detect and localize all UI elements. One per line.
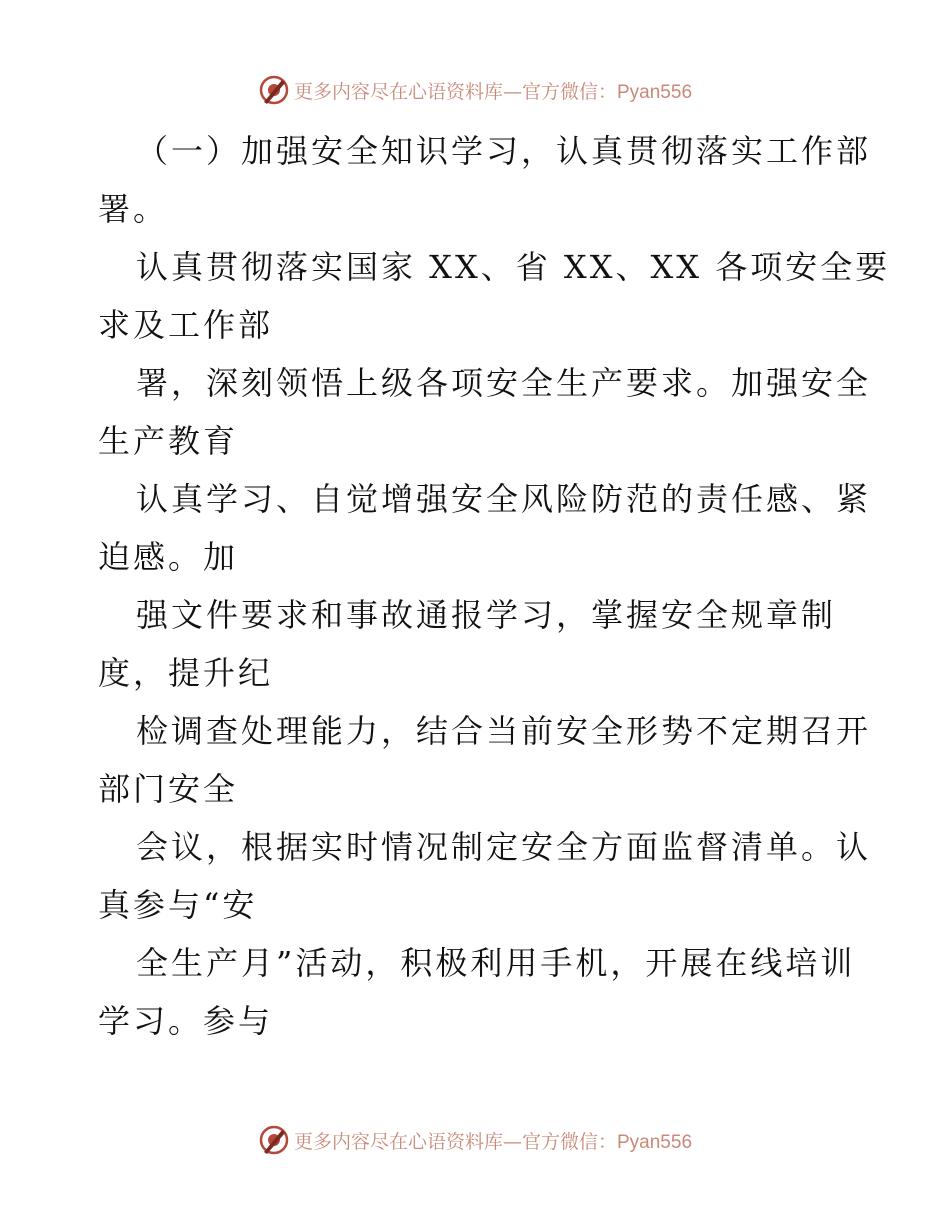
wechat-id: Pyan556 xyxy=(617,1131,693,1153)
body-line: 强文件要求和事故通报学习，掌握安全规章制 xyxy=(136,596,837,634)
body-line: 部门安全 xyxy=(98,770,239,808)
body-line: 署，深刻领悟上级各项安全生产要求。加强安全 xyxy=(136,364,872,402)
body-line: 会议，根据实时情况制定安全方面监督清单。认 xyxy=(136,828,872,866)
watermark-text: 更多内容尽在心语资料库—官方微信：Pyan556 xyxy=(293,1130,693,1153)
header-watermark xyxy=(0,70,950,110)
body-line: 认真学习、自觉增强安全风险防范的责任感、紧 xyxy=(136,480,872,518)
body-line: 检调查处理能力，结合当前安全形势不定期召开 xyxy=(136,712,872,750)
body-line: （一）加强安全知识学习，认真贯彻落实工作部 xyxy=(136,132,872,170)
body-line: 求及工作部 xyxy=(98,306,274,344)
document-body xyxy=(98,122,891,1050)
body-line: 署。 xyxy=(98,190,169,228)
body-line: 生产教育 xyxy=(98,422,239,460)
body-line: 全生产月”活动，积极利用手机，开展在线培训 xyxy=(136,944,856,982)
watermark-text: 更多内容尽在心语资料库—官方微信：Pyan556 xyxy=(293,80,693,103)
body-line: 认真贯彻落实国家 XX、省 XX、XX 各项安全要 xyxy=(136,248,891,286)
body-line: 度，提升纪 xyxy=(98,654,274,692)
quill-logo-icon xyxy=(258,1124,290,1156)
quill-logo-icon xyxy=(258,74,290,106)
body-line: 迫感。加 xyxy=(98,538,239,576)
footer-watermark xyxy=(0,1120,950,1160)
body-line: 学习。参与 xyxy=(98,1002,274,1040)
body-line: 真参与“安 xyxy=(98,886,258,924)
wechat-id: Pyan556 xyxy=(617,81,693,103)
